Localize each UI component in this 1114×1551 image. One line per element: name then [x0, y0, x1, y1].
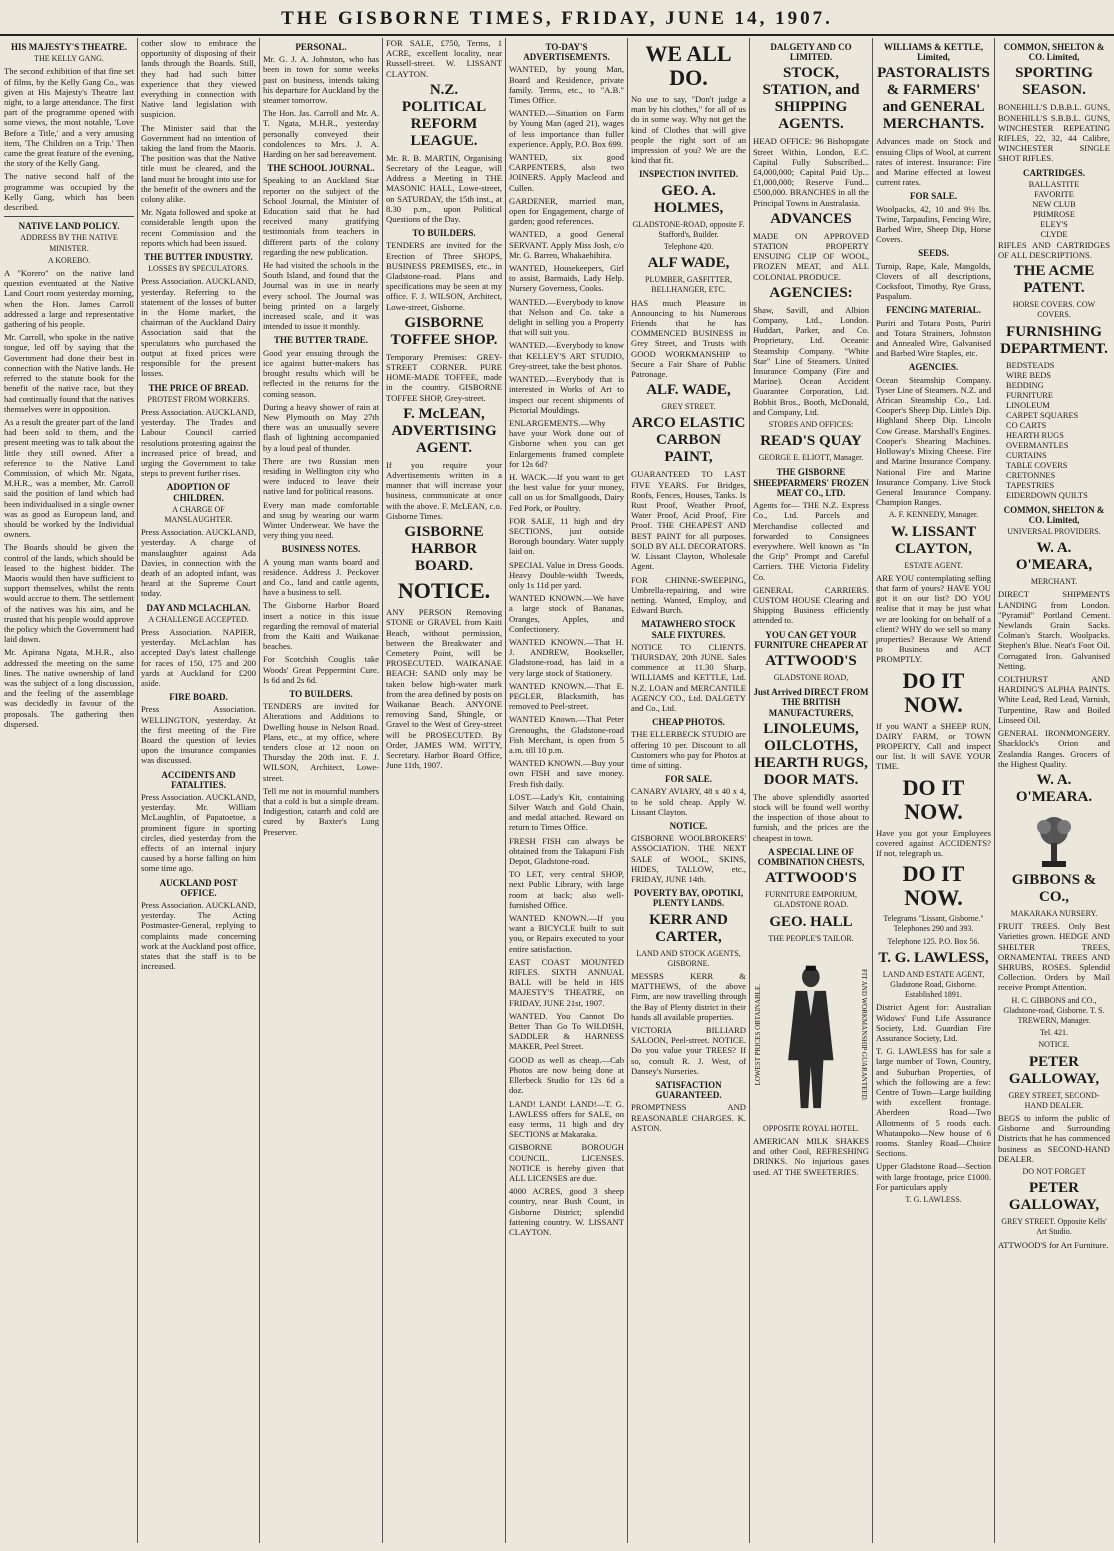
headline: MATAWHERO STOCK SALE FIXTURES. — [641, 619, 736, 640]
advertisement: GUARANTEED TO LAST FIVE YEARS. For Bridges, Roofs, Fences, Houses, Tanks. Is Rust Proof, Weather Proof, Water Proof, Acid Proof, Fire Proof. THE CHEAPEST AND BEST PAINT for all purposes. SOLD BY ALL DECORATORS. W. Lissant Clayton, Wholesale Agent. — [631, 469, 746, 572]
subheadline: GREY STREET. — [661, 402, 716, 412]
ad-heading: WE ALL DO. — [645, 41, 732, 90]
article-paragraph: Every man made comfortable and snug by wearing our warm Winter Underwear. We have the very thing you need. — [263, 499, 379, 541]
classified-ad: GARDENER, married man, open for Engagement, charge of garden; good references. — [509, 195, 624, 227]
subheadline: DO NOT FORGET — [1022, 1166, 1086, 1176]
telephone-note: Telephone 125. P.O. Box 56. — [887, 936, 980, 946]
article-paragraph: As a result the greater part of the land had been sold to them, and the present meeting was to talk about the little they still owned. After a reference to the Native Land Commission, of which Mr. Ngata, M.H.R., was a member, Mr. Carroll said the position of land which had been individualised in a single owner was as good as European land, and should be worked by the Individual owners. — [4, 416, 134, 540]
subheadline: LAND AND ESTATE AGENT, Gladstone Road, Gisborne. Established 1891. — [882, 969, 985, 1000]
article-paragraph: Press Association. NAPIER, yesterday. McLachlan has accepted Day's latest challenge for races of 150, 175 and 200 yards at Auckland for £200 aside. — [141, 626, 256, 688]
list-item: BEDDING — [1006, 380, 1044, 390]
advertisement: FOR SALE, £750, Terms, 1 ACRE, excellent locality, near Russell-street. W. LISSANT CLAYTON. — [386, 38, 502, 79]
list-item: HEARTH RUGS — [1006, 430, 1064, 440]
advertisement: If you WANT a SHEEP RUN, DAIRY FARM, or TOWN PROPERTY, Call and inspect our list. It will SAVE YOUR TIME. — [876, 720, 991, 772]
article-paragraph: TENDERS are invited for Alterations and Additions to Dwelling house in Nelson Road. Plans, etc., at my office, where tenders close at 12 noon on Thursday the 20th inst. F. J. WILSON, Architect, Lowe-street. — [263, 701, 379, 783]
classified-ad: FOR SALE, 11 high and dry SECTIONS, just outside Borough boundary. Water supply laid on. — [509, 515, 624, 557]
advertisement: NOTICE TO CLIENTS. THURSDAY, 20th JUNE. Sales commence at 11.30 Sharp. WILLIAMS and KETTLE, Ltd. N.Z. LOAN and MERCANTILE AGENCY CO., Ltd. DALGETY and Co., Ltd. — [631, 641, 746, 713]
furnishing-list — [998, 361, 1110, 501]
advertisement: GENERAL IRONMONGERY. Shacklock's Orion and Zealandia Ranges. Grocers of the Highest Quality. — [998, 728, 1110, 769]
list-item: PRIMROSE — [1033, 209, 1075, 219]
headline: WILLIAMS & KETTLE, Limited, — [883, 42, 984, 63]
headline: TO BUILDERS. — [412, 228, 476, 239]
man-in-coat-icon — [773, 950, 849, 1120]
classified-ad: WANTED, six good CARPENTERS, also two JOINERS. Apply Macleod and Cullen. — [509, 152, 624, 193]
ad-heading: GIBBONS & CO., — [1011, 871, 1097, 905]
headline: Just Arrived DIRECT FROM THE BRITISH MANUFACTURERS, — [753, 687, 869, 718]
classified-ad: WANTED.—Situation on Farm by Young Man (aged 21), wages of less importance than fuller experience. Apply, P.O. Box 699. — [509, 108, 624, 149]
headline: HIS MAJESTY'S THEATRE. — [11, 42, 127, 52]
list-item: CARPET SQUARES — [1006, 410, 1079, 420]
article-paragraph: Tell me not in mournful numbers that a cold is but a simple dream. Indigestion, catarrh and cold are cured by Baxter's Lung Preserver. — [263, 785, 379, 837]
headline: YOU CAN GET YOUR FURNITURE CHEAPER AT — [754, 629, 868, 650]
advertisement: PROMPTNESS AND REASONABLE CHARGES. K. ASTON. — [631, 1102, 746, 1133]
column-rule — [994, 38, 995, 1543]
side-slogan: LOWEST PRICES OBTAINABLE. — [754, 984, 762, 1086]
advertisement: DIRECT SHIPMENTS LANDING from London. "Pyramid" Portland Cement. Newlands Grain Sacks. Colman's Starch. Woolpacks. Stephen's Blue. Neat's Foot Oil. Corrugated Iron. Galvanised Netting. — [998, 589, 1110, 671]
headline: THE GISBORNE SHEEPFARMERS' FROZEN MEAT CO., LTD. — [753, 467, 869, 498]
classified-ad: WANTED.—Everybody to know that Nelson and Co. take a delight in selling you a Property that will suit you. — [509, 296, 624, 338]
advertisement: Upper Gladstone Road—Section with large frontage, price £1000. For particulars apply — [876, 1161, 991, 1192]
classified-ad: WANTED, Housekeepers, Girl to assist, Barmaids, Lady Help. Nursery Governess, Cooks. — [509, 263, 624, 294]
subheadline: LOSSES BY SPECULATORS. — [148, 264, 249, 274]
ad-heading: DO IT NOW. — [902, 667, 965, 717]
classified-ad: WANTED. You Cannot Do Better Than Go To WILDISH, SADDLER & HARNESS MAKER, Peel Street. — [509, 1010, 624, 1052]
headline: AGENCIES. — [908, 362, 959, 373]
ad-heading: PETER GALLOWAY, — [1008, 1053, 1100, 1087]
ad-heading: READ'S QUAY — [760, 433, 862, 450]
article-paragraph: Press Association. AUCKLAND, yesterday. The Trades and Labour Council carried resolutions protesting against the increased price of bread, and urging the Government to take steps to prevent further rises. — [141, 406, 256, 479]
ad-heading: T. G. LAWLESS, — [878, 949, 989, 966]
ad-heading: ATTWOOD'S — [765, 870, 857, 887]
headline: INSPECTION INVITED. — [638, 169, 739, 180]
list-item: CRETONNES — [1006, 470, 1056, 480]
headline: THE BUTTER TRADE. — [273, 335, 369, 346]
list-item: ELEY'S — [1040, 219, 1068, 229]
column-8 — [876, 38, 991, 1543]
headline: ACCIDENTS AND FATALITIES. — [161, 769, 236, 790]
article-paragraph: Mr. G. J. A. Johnston, who has been in town for some weeks past on business, intends taking his departure for Auckland by the steamer tomorrow. — [263, 54, 379, 106]
ad-heading: W. A. O'MEARA. — [1015, 771, 1093, 805]
advertisement: Puriri and Totara Posts, Puriri and Totara Strainers, Johnston and Annealed Wire, Galvanised and Barbed Wire Staples, etc. — [876, 317, 991, 359]
ad-heading: GISBORNE TOFFEE SHOP. — [390, 314, 498, 348]
advertisement: Woolpacks, 42, 10 and 9½ lbs. Twine, Tarpaulins, Fencing Wire, Barbed Wire, Sheep Dip, Horse Covers. — [876, 203, 991, 245]
classified-list — [509, 64, 624, 1237]
column-4 — [386, 38, 502, 1543]
classified-ad: H. WACK.—If you want to get the best value for your money, call on us for Smallgoods, Dairy Fed Pork, or Poultry. — [509, 471, 624, 513]
headline: FIRE BOARD. — [169, 692, 228, 703]
headline: TO-DAY'S ADVERTISEMENTS. — [523, 42, 610, 63]
headline: POVERTY BAY, OPOTIKI, PLENTY LANDS. — [633, 888, 744, 909]
ad-heading: STOCK, STATION, and SHIPPING AGENTS. — [762, 65, 860, 133]
headline: FOR SALE. — [909, 191, 957, 202]
headline: FOR SALE. — [664, 774, 712, 785]
classified-ad: WANTED.—Everybody that is interested in Works of Art to inspect our recent shipments of Pictorial Mouldings. — [509, 374, 624, 415]
article-paragraph: He had visited the schools in the South Island, and found that the Journal was in use in nearly every school. The Journal was being printed on a largely increased scale, and it was intended to issue it monthly. — [263, 260, 379, 332]
ad-heading: NOTICE. — [397, 578, 491, 604]
side-slogan: FIT AND WORKMANSHIP GUARANTEED. — [860, 968, 868, 1102]
subheadline: ESTATE AGENT. — [904, 560, 963, 570]
subheadline: PROTEST FROM WORKERS. — [147, 394, 250, 404]
ad-heading: PASTORALISTS & FARMERS' and GENERAL MERCHANTS. — [877, 65, 990, 133]
headline: FENCING MATERIAL. — [886, 305, 981, 316]
subheadline: A. F. KENNEDY, Manager. — [888, 510, 979, 520]
headline: NATIVE LAND POLICY. — [18, 221, 120, 232]
subheadline: THE PEOPLE'S TAILOR. — [768, 933, 854, 943]
subheadline: A CHARGE OF MANSLAUGHTER. — [164, 504, 233, 524]
subheadline: GREY STREET, SECOND-HAND DEALER. — [1008, 1090, 1100, 1110]
column-rule — [872, 38, 873, 1543]
advertisement: The above splendidly assorted stock will be found well worthy the inspection of those about to furnish, and the prices are the cheapest in town. — [753, 791, 869, 843]
advertisement: FOR CHINNE-SWEEPING, Umbrella-repairing, and wire netting. Wanted, Employ, and Edward Burch. — [631, 574, 746, 616]
headline: NOTICE. — [669, 820, 708, 831]
advertisement: Temporary Premises: GREY-STREET CORNER. PURE HOME-MADE TOFFEE, made in the country. GISBORNE TOFFEE SHOP, Grey-street. — [386, 351, 502, 403]
article-paragraph: Good year ensuing through the ice against butter-makers has brought results which will be reflected in the returns for the coming season. — [263, 347, 379, 399]
subheadline: STORES AND OFFICES: — [768, 420, 854, 430]
telephone-note: Telegrams "Lissant, Gisborne." Telephones 290 and 393. — [883, 914, 984, 934]
list-item: TAPESTRIES — [1006, 480, 1055, 490]
subheadline: UNIVERSAL PROVIDERS. — [1007, 527, 1101, 537]
ad-heading: LINOLEUMS, OILCLOTHS, HEARTH RUGS, DOOR MATS. — [754, 720, 868, 788]
headline: THE PRICE OF BREAD. — [148, 382, 249, 393]
article-paragraph: The native second half of the programme was occupied by the Kelly Gang, which has been described. — [4, 171, 134, 213]
article-paragraph: Press Association. AUCKLAND, yesterday. A charge of manslaughter against Ada Davies, in connection with the death of an adopted infant, was heard at the Supreme Court today. — [141, 527, 256, 599]
headline: THE BUTTER INDUSTRY. — [144, 252, 253, 263]
list-item: CLYDE — [1040, 229, 1068, 239]
ad-heading: THE ACME PATENT. — [1013, 263, 1095, 297]
advertisement: Shaw, Savill, and Albion Company, Ltd., London. Huddart, Parker, and Co. Proprietary, Ltd. Oceanic Steamship Company. "White Star" Line of Steamers. United Insurance Company (Fire and Marine). Ocean Accident Guarantee Corporation, Ltd. Bobbit Bros., Booth, McDonald, and Company, Ltd. — [753, 304, 869, 417]
headline: THE SCHOOL JOURNAL. — [267, 163, 375, 174]
classified-ad: WANTED KNOWN.—Buy your own FISH and save money. Fresh fish daily. — [509, 758, 624, 789]
ad-heading: SPORTING SEASON. — [1015, 65, 1093, 99]
divider — [4, 216, 134, 217]
subheadline: MERCHANT. — [1030, 577, 1078, 587]
list-item: LINOLEUM — [1006, 400, 1050, 410]
list-item: EIDERDOWN QUILTS — [1006, 490, 1088, 500]
article-paragraph: Press Association. AUCKLAND, yesterday. Referring to the statement of the losses of butter in the Home market, the chairman of the Auckland Dairy Association said that the speculators who purchased the output at fixed prices were responsible for the present losses. — [141, 276, 256, 379]
column-2 — [141, 38, 256, 1543]
subheadline: A CHALLENGE ACCEPTED. — [148, 614, 249, 624]
flower-bouquet-icon — [1018, 809, 1090, 869]
ad-heading: GISBORNE HARBOR BOARD. — [404, 524, 484, 575]
ad-heading: GEO. HALL — [769, 913, 853, 930]
list-item: TABLE COVERS — [1006, 460, 1068, 470]
advertisement: HEAD OFFICE: 96 Bishopsgate Street Within, London, E.C. Capital Fully Subscribed...£4,000,000; Capital Paid Up...£1,000,000; Reserve Fund...£500,000. BRANCHES in all the Principal Towns in Australasia. — [753, 136, 869, 208]
advertisement: Turnip, Rape, Kale, Mangolds, Clovers of all descriptions, Cocksfoot, Timothy, Rye Grass, Paspalum. — [876, 260, 991, 302]
advertisement: TENDERS are invited for the Erection of Three SHOPS, BUSINESS PREMISES, etc., in Gladstone-road. Plans and specifications may be seen at my office. F. J. WILSON, Architect, Lowe-street, Gisborne. — [386, 240, 502, 312]
subheadline: GREY STREET. Opposite Kells' Art Studio. — [1001, 1217, 1107, 1237]
column-rule — [382, 38, 383, 1543]
list-item: NEW CLUB — [1032, 199, 1076, 209]
classified-ad: EAST COAST MOUNTED RIFLES. SIXTH ANNUAL BALL will be held in HIS MAJESTY'S THEATRE, on FRIDAY, JUNE 21st, 1907. — [509, 956, 624, 1008]
column-7 — [753, 38, 869, 1543]
article-paragraph: The Minister said that the Government had no intention of taking the land from the Maoris. The position was that the Native title must be cleared, and the land must be brought into use for the benefit of the owners and the colony alike. — [141, 122, 256, 205]
ad-heading: ADVANCES — [770, 210, 852, 227]
classified-ad: FRESH FISH can always be obtained from the Takapuni Fish Depot, Gladstone-road. — [509, 835, 624, 867]
advertisement: T. G. LAWLESS has for sale a large number of Town, Country, and Suburban Properties, of which the following are a few: Centre of Town—Large building with excellent frontage. Aberdeen Road—Two Allotments of 5 roods each. Whataupoko—New house of 6 rooms. Stanley Road—Choice Sections. — [876, 1046, 991, 1159]
headline: BUSINESS NOTES. — [281, 544, 361, 555]
ad-heading: DO IT NOW. — [902, 774, 965, 824]
advertisement: If you require your Advertisements written in a manner that will increase your business, communicate at once with the above. F. McLEAN, c.o. Gisborne Times. — [386, 459, 502, 521]
advertisement: No use to say, "Don't judge a man by his clothes," for all of us do in some way. Why not get the kind of Clothes that will give people the right sort of an impression of you? We are the kind that fit. — [631, 94, 746, 166]
advertisement: BEGS to inform the public of Gisborne and Surrounding Districts that he has commenced business as SECOND-HAND DEALER. — [998, 1112, 1110, 1164]
headline: CARTRIDGES. — [1023, 167, 1085, 178]
list-item: OVERMANTLES — [1006, 440, 1069, 450]
classified-ad: LAND! LAND! LAND!—T. G. LAWLESS offers for SALE, on easy terms, 11 high and dry SECTIONS at Makaraka. — [509, 1098, 624, 1140]
advertisement: Mr. R. B. MARTIN, Organising Secretary of the League, will Address a Meeting in THE MASONIC HALL, Lowe-street, on SATURDAY, the 15th inst., at 8.30 p.m., upon Political Questions of the Day. — [386, 152, 502, 225]
advertisement: Have you got your Employees covered against ACCIDENTS? If not, telegraph us. — [876, 827, 991, 858]
advertisement: Ocean Steamship Company. Tyser Line of Steamers. N.Z. and African Steamship Co., Ltd. Cooper's Sheep Dip. Little's Dip. Highland Sheep Dip. Lincoln Cow Grease. Marshall's Engines. Cooper's Shearing Machines. Holloway's Mixing Cheese. Fire and Marine Insurance Company. National Fire and Marine Insurance Company. Live Stock General Insurance Company. Champion Ranges. — [876, 374, 991, 508]
tailor-figure-illustration — [773, 950, 849, 1120]
advertisement: District Agent for: Australian Widows' Fund Life Assurance Society, Ltd. Guardian Fire Assurance Society, Ltd. — [876, 1002, 991, 1043]
advertisement: CANARY AVIARY, 48 x 40 x 4, to be sold cheap. Apply W. Lissant Clayton. — [631, 786, 746, 817]
notice-label: NOTICE. — [1038, 1040, 1070, 1050]
ad-heading: PETER GALLOWAY, — [1008, 1180, 1100, 1214]
headline: SEEDS. — [918, 248, 949, 259]
advertisement: THE ELLERBECK STUDIO are offering 10 per. Discount to all Customers who pay for Photos at time of sitting. — [631, 729, 746, 770]
subheadline: H. C. GIBBONS and CO., Gladstone-road, Gisborne. T. S. TREWERN, Manager. — [1003, 995, 1105, 1025]
ad-heading: N.Z. POLITICAL REFORM LEAGUE. — [401, 81, 487, 149]
advertisement: Agents for— THE N.Z. Express Co., Ltd. Parcels and Merchandise collected and forwarded to Consignees everywhere. Well known as "In the Grip" Prompt and Careful Carriers. THE Victoria Fidelity Co. — [753, 500, 869, 582]
advertisement: ARE YOU contemplating selling that farm of yours? HAVE YOU got it on our list? DO YOU realise that it may be just what we are looking for on behalf of a client? WHY do we sell so many properties? Because We Attend to Business and ACT PROMPTLY. — [876, 572, 991, 665]
article-paragraph: For Scotchish Couglis take Woods' Great Peppermint Cure. Is 6d and 2s 6d. — [263, 654, 379, 685]
column-rule — [749, 38, 750, 1543]
ad-heading: DO IT NOW. — [902, 861, 965, 911]
headline: AUCKLAND POST OFFICE. — [159, 877, 238, 898]
article-paragraph: Press Association. AUCKLAND, yesterday. Mr. William McLaughlin, of Papatoetoe, a prominent figure in sporting circles, died yesterday from the effects of an internal injury caused by a horse falling on him some time ago. — [141, 792, 256, 874]
classified-ad: WANTED KNOWN.—That E. PEGLER, Blacksmith, has removed to Peel-street. — [509, 680, 624, 712]
classified-ad: WANTED KNOWN.—That H. J. ANDREW, Bookseller, Gladstone-road, has laid in a very large stock of Stationery. — [509, 636, 624, 678]
article-paragraph: The second exhibition of that fine set of films, by the Kelly Gang Co., was given at His Majesty's Theatre last night, to a large attendance. The first part of the programme opened with some views, the most notable, 'Love Before a Title,' and a very amusing item, 'The Children on a Trip.' Then came the great feature of the evening, the story of the Kelly Gang. — [4, 66, 134, 169]
classified-ad: WANTED.—Everybody to know that KELLEY'S ART STUDIO, Grey-street, take the best photos. — [509, 340, 624, 371]
ad-heading: W. A. O'MEARA, — [1015, 540, 1093, 574]
advertisement: ANY PERSON Removing STONE or GRAVEL from Kaiti Beach, without permission, between the Breakwater and Cemetery Point, will be PROSECUTED. WAIKANAE BEACH: SAND only may be taken below high-water mark from the area defined by posts on Waikanae Beach. ANYONE removing Sand, Shingle, or Gravel to the West of Grey-street will be PROSECUTED. By Order, JAMES WM. WITTY, Secretary. Harbor Board Office, June 11th, 1907. — [386, 607, 502, 771]
article-paragraph: A young man wants board and residence. Address J. Peckover and Co., land and cattle agents, have a business to sell. — [263, 556, 379, 598]
subheadline: ADDRESS BY THE NATIVE MINISTER. — [20, 233, 118, 253]
telephone-note: Tel. 421. — [1039, 1028, 1069, 1038]
column-6 — [631, 38, 746, 1543]
list-item: WIRE BEDS — [1006, 370, 1051, 380]
ad-heading: AGENCIES: — [769, 284, 853, 301]
advertisement: RIFLES AND CARTRIDGES OF ALL DESCRIPTIONS. — [998, 239, 1110, 261]
column-3 — [263, 38, 379, 1543]
headline: CHEAP PHOTOS. — [652, 717, 725, 728]
masthead-title: THE GISBORNE TIMES, FRIDAY, JUNE 14, 1907. — [281, 8, 833, 29]
subheadline: THE KELLY GANG. — [34, 54, 104, 64]
subheadline: FURNITURE EMPORIUM, GLADSTONE ROAD. — [764, 890, 857, 910]
cartridge-list — [998, 180, 1110, 240]
subheadline: LAND AND STOCK AGENTS, GISBORNE. — [636, 948, 741, 968]
article-paragraph: Press Association. WELLINGTON, yesterday. At the first meeting of the Fire Board the question of levies upon the insurance companies was discussed. — [141, 704, 256, 766]
advertisement: BONEHILL'S D.B.B.L. GUNS, BONEHILL'S S.B.B.L. GUNS, WINCHESTER REPEATING RIFLES, 22, 32, 44 Calibre, WINCHESTER SINGLE SHOT RIFLES. — [998, 102, 1110, 164]
headline: ADOPTION OF CHILDREN. — [166, 482, 231, 503]
advertisement: FRUIT TREES. Only Best Varieties grown. HEDGE AND SHELTER TREES, ORNAMENTAL TREES AND SHRUBS, ROSES. Splendid Collection. Orders by Mail receive Prompt Attention. — [998, 921, 1110, 993]
headline: PERSONAL. — [295, 42, 347, 52]
column-1 — [4, 38, 134, 1543]
column-5 — [509, 38, 624, 1543]
classified-ad: WANTED, a good General SERVANT. Apply Miss Josh, c/o Mr. G. Barren, Whakaehihira. — [509, 229, 624, 260]
headline: SATISFACTION GUARANTEED. — [655, 1080, 722, 1101]
classified-ad: GISBORNE BOROUGH COUNCIL. LICENSES. NOTICE is hereby given that ALL LICENSES are due. — [509, 1142, 624, 1183]
column-rule — [627, 38, 628, 1543]
headline: A SPECIAL LINE OF COMBINATION CHESTS, — [757, 846, 865, 867]
ad-heading: GEO. A. HOLMES, — [653, 182, 724, 216]
classified-ad: LOST.—Lady's Kit, containing Silver Watch and Gold Chain, and medal attached. Reward on return to Times Office. — [509, 791, 624, 833]
subheadline: T. G. LAWLESS. — [905, 1195, 962, 1205]
article-paragraph: Mr. Ngata followed and spoke at considerable length upon the recent Commission and the reports which had been issued. — [141, 207, 256, 248]
article-paragraph: There are two Russian men residing in Wellington city who were induced to leave their native land for political reasons. — [263, 455, 379, 497]
list-item: FURNITURE — [1006, 390, 1053, 400]
classified-ad: WANTED, by young Man, Board and Residence, private family. Terms, etc., to "A.B." Times Office. — [509, 64, 624, 106]
subheadline: GEORGE E. ELIOTT, Manager. — [758, 453, 864, 463]
ad-heading: ALF WADE, — [647, 255, 730, 272]
advertisement: COLTHURST AND HARDING'S ALPHA PAINTS. White Lead, Red Lead, Varnish, Turpentine, Raw and Boiled Linseed Oil. — [998, 674, 1110, 725]
article-paragraph: During a heavy shower of rain at New Plymouth on May 27th there was an unusually severe flash of lightning accompanied by a loud peal of thunder. — [263, 401, 379, 453]
list-item: BALLASTITE — [1028, 179, 1080, 189]
article-paragraph: The Hon. Jas. Carroll and Mr. A. T. Ngata, M.H.R., yesterday personally conveyed their condolences to Mrs. J. A. Harding on her sad bereavement. — [263, 108, 379, 160]
subheadline: A KOREBO. — [47, 255, 91, 265]
headline: COMMON, SHELTON & CO. Limited, — [1003, 42, 1105, 63]
plant-illustration — [1018, 809, 1090, 869]
classified-ad: WANTED Known.—That Peter Grenoughs, the Gladstone-road Fish Merchant, is open from 5 a.m. till 10 p.m. — [509, 714, 624, 755]
ad-heading: ARCO ELASTIC CARBON PAINT, — [631, 415, 746, 466]
list-item: FAVORITE — [1034, 189, 1074, 199]
advertisement: VICTORIA BILLIARD SALOON, Peel-street. NOTICE. Do you value your TREES? If so, consult R. J. West, of Dansey's Nurseries. — [631, 1025, 746, 1076]
column-9 — [998, 38, 1110, 1543]
column-rule — [505, 38, 506, 1543]
article-paragraph: Mr. Apirana Ngata, M.H.R., also addressed the meeting on the same lines. The native ownership of land was the subject of a long discussion, and the feeling of the assemblage was decidedly in favour of the proposals. The gathering then dispersed. — [4, 647, 134, 729]
masthead — [0, 0, 1114, 36]
headline: DALGETY AND CO LIMITED. — [770, 42, 852, 63]
advertisement: GISBORNE WOOLBROKERS' ASSOCIATION. THE NEXT SALE of WOOL, SKINS, HIDES, TALLOW, etc., FRIDAY, JUNE 14th. — [631, 833, 746, 884]
ad-heading: ATTWOOD'S — [765, 652, 857, 669]
article-paragraph: The Boards should be given the control of the lands, which should be leased to the highest bidder. The Maoris would then have sufficient to support themselves, whilst the rents would accrue to them. The settlement of the natives was his aim, and he trusted that his people would approve the policy which the Government had laid down. — [4, 542, 134, 645]
column-rule — [137, 38, 138, 1543]
article-paragraph: The Gisborne Harbor Board insert a notice in this issue regarding the removal of material from the Kaiti and Waikanae beaches. — [263, 600, 379, 652]
classified-ad: 4000 ACRES, good 3 sheep country, near Bush Count, in Gisborne District; splendid fattening country. W. LISSANT CLAYTON. — [509, 1186, 624, 1237]
advertisement: GENERAL CARRIERS. CUSTOM HOUSE Clearing and Shipping Business efficiently attended to. — [753, 584, 869, 626]
column-rule — [259, 38, 260, 1543]
article-paragraph: cother slow to embrace the opportunity of disposing of their lands through the Boards. Still, they had had such bitter experience that they viewed everything in connection with Native land legislation with suspicion. — [141, 38, 256, 120]
telephone-note: Telephone 420. — [663, 242, 714, 252]
ad-heading: KERR AND CARTER, — [649, 911, 728, 945]
subheadline: MAKARAKA NURSERY. — [1010, 908, 1098, 918]
article-paragraph: A "Korero" on the native land question eventuated at the Native Land Court room yesterday morning, when the Hon. James Carroll addressed a large and representative gathering of his people. — [4, 268, 134, 330]
tailor-ad — [753, 946, 869, 1124]
subheadline: GLADSTONE ROAD, — [773, 672, 849, 682]
classified-ad: WANTED KNOWN.—We have a large stock of Bananas, Oranges, Apples, and Confectionery. — [509, 593, 624, 634]
advertisement: ATTWOOD'S for Art Furniture. — [998, 1239, 1109, 1250]
subheadline: HORSE COVERS. COW COVERS. — [1012, 300, 1096, 320]
advertisement: HAS much Pleasure in Announcing to his Numerous Friends that he has COMMENCED BUSINESS in Grey Street, and Trusts with GOOD WORKMANSHIP to Secure a Fair Share of Public Patronage. — [631, 297, 746, 380]
headline: TO BUILDERS. — [289, 688, 353, 699]
advertisement: MESSRS KERR & MATTHEWS, of the above Firm, are now travelling through the Bay of Plenty district in their hands all available properties. — [631, 971, 746, 1022]
classified-ad: GOOD as well as cheap.—Cab Photos are now being done at Ellerbeck Studio for 12s 6d a doz. — [509, 1054, 624, 1096]
subheadline: OPPOSITE ROYAL HOTEL. — [763, 1123, 859, 1133]
advertisement: AMERICAN MILK SHAKES and other Cool, REFRESHING DRINKS. No injurious gases used. AT THE SWEETERIES. — [753, 1135, 869, 1177]
headline: DAY AND MCLACHLAN. — [146, 602, 251, 613]
classified-ad: TO LET, very central SHOP, next Public Library, with large room at back; also well-furnished Office. — [509, 869, 624, 910]
list-item: CURTAINS — [1006, 450, 1047, 460]
article-paragraph: Speaking to an Auckland Star reporter on the subject of the School Journal, the Minister of Education said that he had received many gratifying testimonials from teachers in different parts of the colony regarding the new publication. — [263, 175, 379, 257]
ad-heading: FURNISHING DEPARTMENT. — [1000, 323, 1108, 357]
list-item: CO CARTS — [1006, 420, 1047, 430]
ad-heading: ALF. WADE, — [646, 382, 731, 399]
classified-ad: SPECIAL Value in Dress Goods. Heavy Double-width Tweeds, only 1s 11d per yard. — [509, 559, 624, 590]
article-paragraph: Mr. Carroll, who spoke in the native tongue, led off by saying that the Government had done their best in connection with the Native lands. He referred to the statute book for the benefit of the native race, but they had continually found that the natives themselves were in opposition. — [4, 332, 134, 414]
classified-ad: WANTED KNOWN.—If you want a BICYCLE built to suit you, or Repairs executed to your entire satisfaction. — [509, 913, 624, 954]
advertisement: MADE ON APPROVED STATION PROPERTY ENSUING CLIP OF WOOL, FROZEN MEAT, and ALL COLONIAL PRODUCE. — [753, 230, 869, 282]
ad-heading: F. McLEAN, ADVERTISING AGENT. — [391, 405, 497, 456]
list-item: BEDSTEADS — [1006, 360, 1055, 370]
headline: COMMON, SHELTON & CO. Limited, — [1003, 504, 1105, 525]
subheadline: PLUMBER, GASFITTER, BELLHANGER, ETC. — [645, 275, 732, 295]
ad-heading: W. LISSANT CLAYTON, — [890, 523, 977, 557]
subheadline: GLADSTONE-ROAD, opposite F. Stafford's, Builder. — [632, 219, 745, 239]
classified-ad: ENLARGEMENTS.—Why have your Work done out of Gisborne when you can get Enlargements framed complete for 12s 6d? — [509, 417, 624, 469]
advertisement: Advances made on Stock and ensuing Clips of Wool, at current rates of interest. Insurance: Fire and Marine effected at lowest current rates. — [876, 136, 991, 188]
article-paragraph: Press Association. AUCKLAND, yesterday. The Acting Postmaster-General, replying to complaints made concerning work at the Auckland post office, states that the staff is to be increased. — [141, 900, 256, 972]
